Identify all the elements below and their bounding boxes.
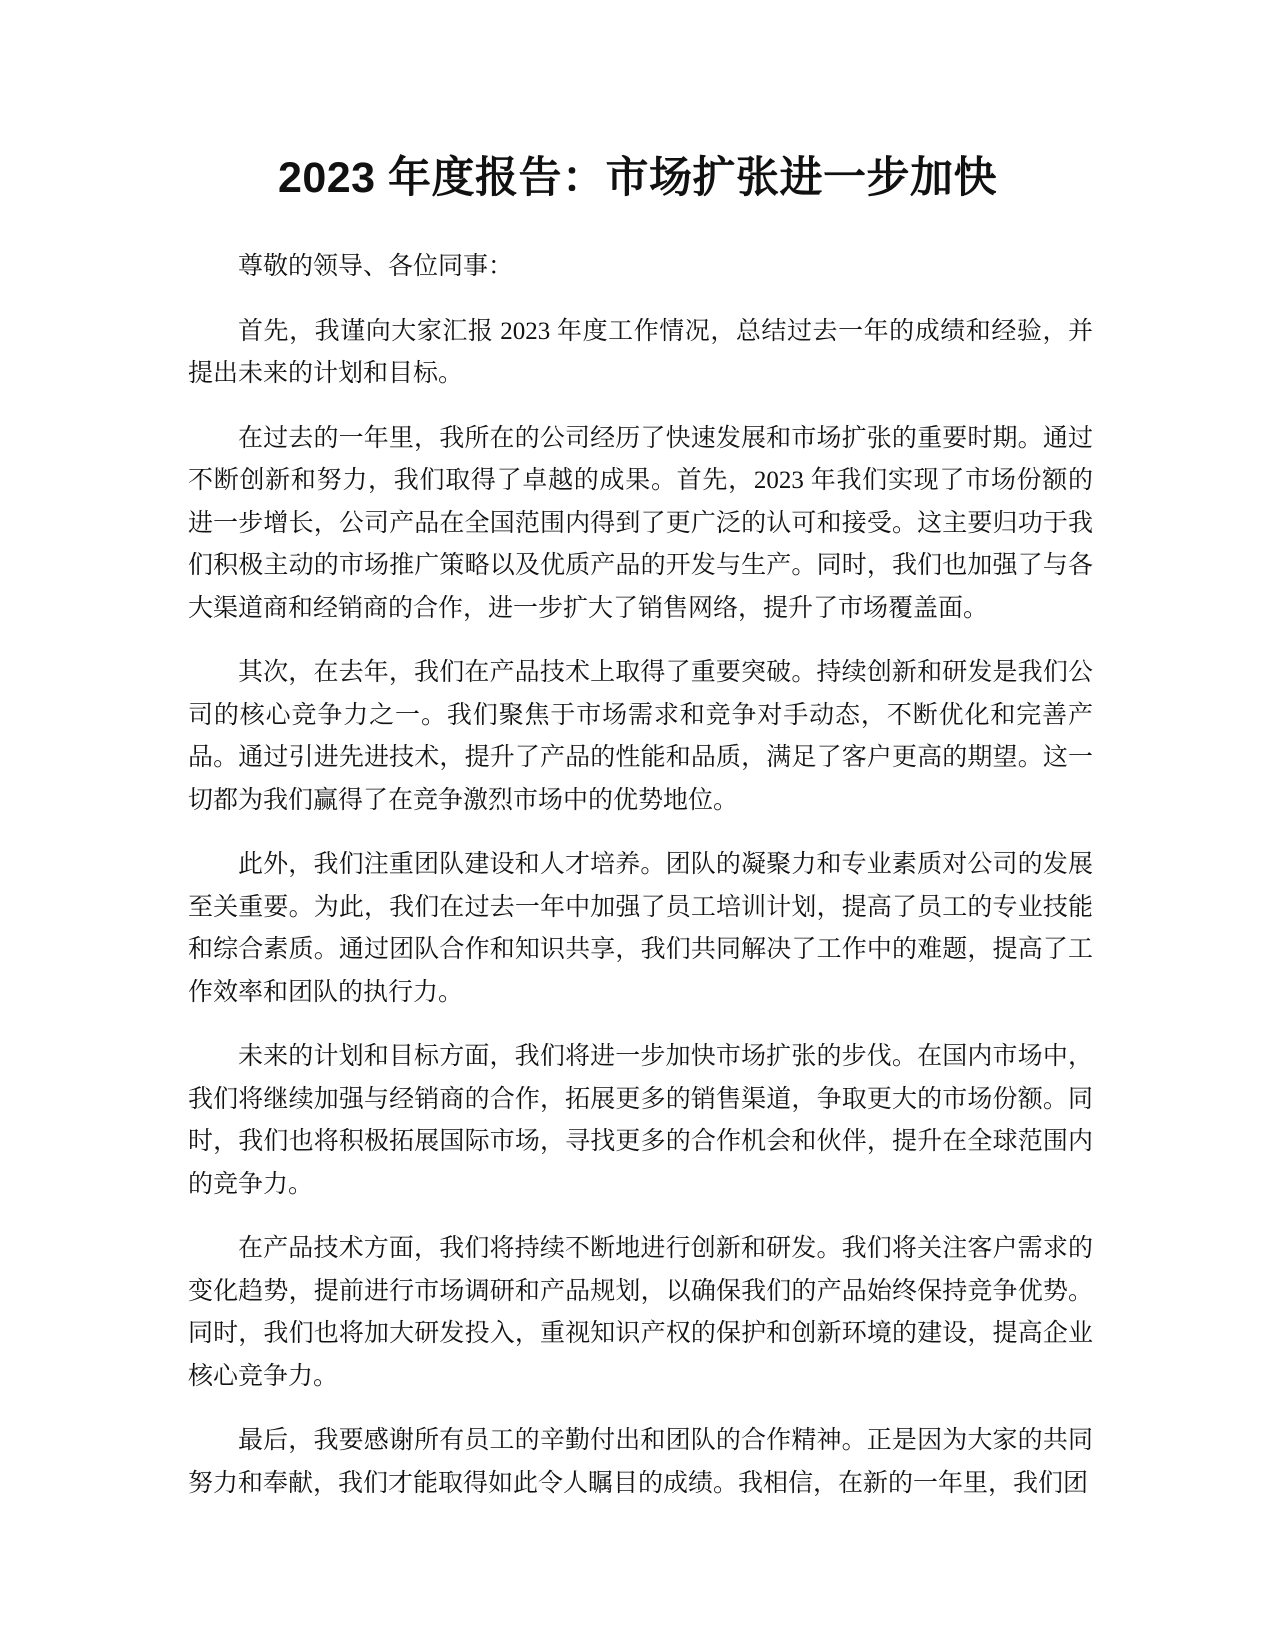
body-paragraph: 在产品技术方面，我们将持续不断地进行创新和研发。我们将关注客户需求的变化趋势，提前进行市场调研和产品规划，以确保我们的产品始终保持竞争优势。同时，我们也将加大研发投入，重视知识产权的保护和创新环境的建设，提高企业核心竞争力。 xyxy=(188,1235,1093,1390)
body-paragraph: 其次，在去年，我们在产品技术上取得了重要突破。持续创新和研发是我们公司的核心竞争力之一。我们聚焦于市场需求和竞争对手动态，不断优化和完善产品。通过引进先进技术，提升了产品的性能和品质，满足了客户更高的期望。这一切都为我们赢得了在竞争激烈市场中的优势地位。 xyxy=(188,659,1093,814)
body-paragraph: 在过去的一年里，我所在的公司经历了快速发展和市场扩张的重要时期。通过不断创新和努力，我们取得了卓越的成果。首先，2023 年我们实现了市场份额的进一步增长，公司产品在全国范围内得到了更广泛的认可和接受。这主要归功于我们积极主动的市场推广策略以及优质产品的开发与生产。同时，我们也加强了与各大渠道商和经销商的合作，进一步扩大了销售网络，提升了市场覆盖面。 xyxy=(188,424,1093,622)
body-paragraph: 此外，我们注重团队建设和人才培养。团队的凝聚力和专业素质对公司的发展至关重要。为此，我们在过去一年中加强了员工培训计划，提高了员工的专业技能和综合素质。通过团队合作和知识共享，我们共同解决了工作中的难题，提高了工作效率和团队的执行力。 xyxy=(188,851,1093,1006)
document-title: 2023 年度报告：市场扩张进一步加快 xyxy=(277,154,998,202)
salutation-paragraph: 尊敬的领导、各位同事： xyxy=(238,253,514,280)
body-paragraph: 首先，我谨向大家汇报 2023 年度工作情况，总结过去一年的成绩和经验，并提出未来的计划和目标。 xyxy=(188,317,1093,387)
body-paragraph: 未来的计划和目标方面，我们将进一步加快市场扩张的步伐。在国内市场中，我们将继续加强与经销商的合作，拓展更多的销售渠道，争取更大的市场份额。同时，我们也将积极拓展国际市场，寻找更多的合作机会和伙伴，提升在全球范围内的竞争力。 xyxy=(188,1043,1093,1198)
body-paragraph: 最后，我要感谢所有员工的辛勤付出和团队的合作精神。正是因为大家的共同努力和奉献，我们才能取得如此令人瞩目的成绩。我相信，在新的一年里，我们团 xyxy=(188,1427,1093,1497)
document-body xyxy=(188,246,1093,1527)
